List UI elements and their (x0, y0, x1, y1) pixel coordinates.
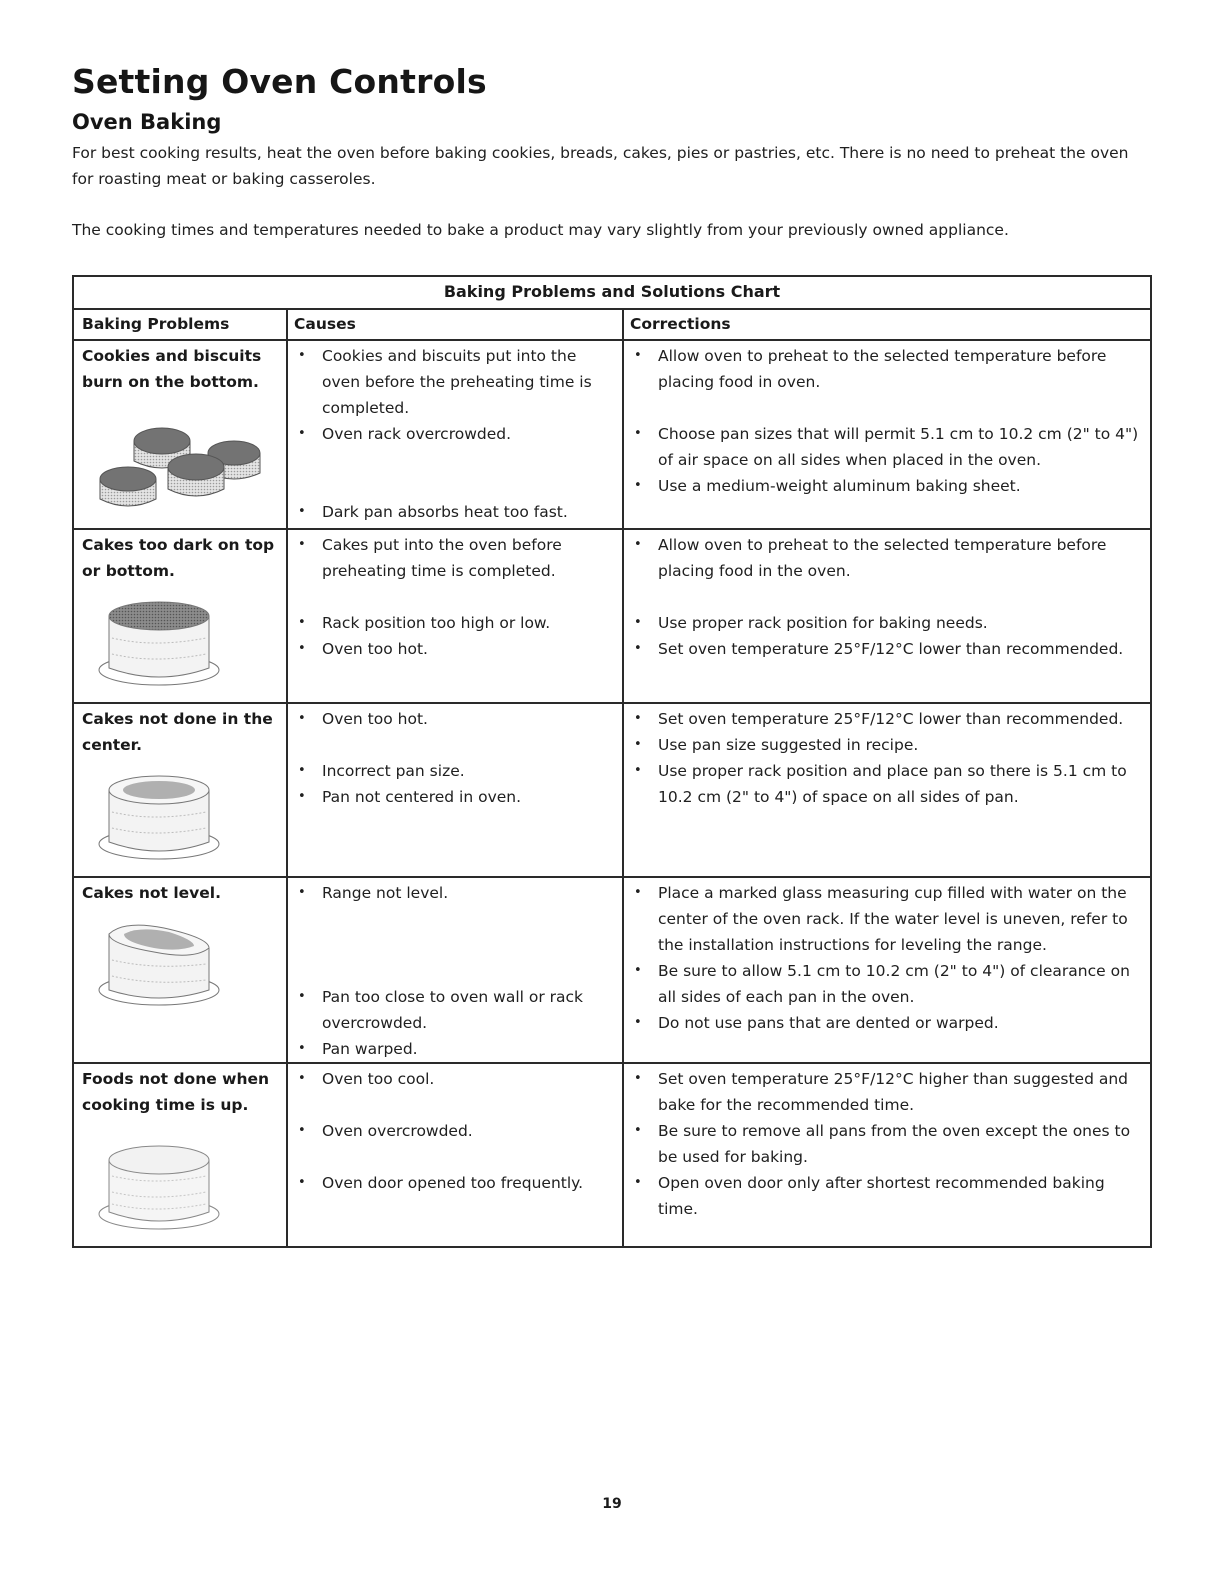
corrections-cell (624, 530, 1150, 702)
cause-item: • Pan too close to oven wall or rack overcrowded. (294, 984, 618, 1036)
correction-item: • Be sure to allow 5.1 cm to 10.2 cm (2" to 4") of clearance on all sides of each pan in the oven. (630, 958, 1144, 1010)
causes-cell (288, 704, 624, 876)
cause-item: • Cookies and biscuits put into the oven before the preheating time is completed. (294, 343, 618, 421)
intro-paragraph: For best cooking results, heat the oven before baking cookies, breads, cakes, pies or pastries, etc. There is no need to preheat the oven for roasting meat or baking casseroles. (72, 144, 1129, 188)
correction-item: • Use pan size suggested in recipe. (630, 732, 1144, 758)
table-row (74, 704, 1150, 878)
tilted-cake-icon (94, 920, 224, 1012)
problem-text: Cakes not level. (82, 884, 221, 902)
correction-item: • Use proper rack position and place pan so there is 5.1 cm to 10.2 cm (2" to 4") of space on all sides of pan. (630, 758, 1144, 810)
cause-item: • Cakes put into the oven before preheating time is completed. (294, 532, 618, 584)
causes-cell (288, 878, 624, 1062)
sunken-center-cake-icon (94, 772, 224, 864)
correction-item: • Set oven temperature 25°F/12°C lower than recommended. (630, 706, 1144, 732)
cause-item: • Oven rack overcrowded. (294, 421, 618, 447)
section-title: Oven Baking (72, 110, 222, 134)
problem-text: Cakes too dark on top or bottom. (82, 536, 275, 580)
cookies-icon (86, 413, 271, 518)
page-title: Setting Oven Controls (72, 62, 487, 101)
pale-cake-icon (94, 1142, 224, 1234)
cause-item: • Dark pan absorbs heat too fast. (294, 499, 618, 525)
cause-item: • Oven too hot. (294, 706, 618, 732)
correction-item: • Allow oven to preheat to the selected temperature before placing food in oven. (630, 343, 1144, 395)
cause-item: • Oven door opened too frequently. (294, 1170, 618, 1196)
correction-item: • Choose pan sizes that will permit 5.1 cm to 10.2 cm (2" to 4") of air space on all sides when placed in the oven. (630, 421, 1144, 473)
correction-item: • Open oven door only after shortest recommended baking time. (630, 1170, 1144, 1222)
table-row (74, 530, 1150, 704)
correction-item: • Allow oven to preheat to the selected temperature before placing food in the oven. (630, 532, 1144, 584)
table-row (74, 878, 1150, 1064)
causes-cell (288, 341, 624, 528)
cause-item: • Oven too cool. (294, 1066, 618, 1092)
problem-text: Cakes not done in the center. (82, 710, 273, 754)
correction-item: • Be sure to remove all pans from the oven except the ones to be used for baking. (630, 1118, 1144, 1170)
intro-paragraph-2: The cooking times and temperatures needed to bake a product may vary slightly from your previously owned appliance. (72, 221, 1009, 239)
header-corrections: Corrections (630, 315, 731, 333)
cause-item: • Rack position too high or low. (294, 610, 618, 636)
header-causes: Causes (288, 310, 624, 339)
table-row (74, 1064, 1150, 1246)
cause-item: • Pan not centered in oven. (294, 784, 618, 810)
correction-item: • Set oven temperature 25°F/12°C higher than suggested and bake for the recommended time. (630, 1066, 1144, 1118)
causes-cell (288, 530, 624, 702)
dark-top-cake-icon (94, 598, 224, 690)
correction-item: • Set oven temperature 25°F/12°C lower than recommended. (630, 636, 1144, 662)
cause-item: • Oven too hot. (294, 636, 618, 662)
cause-item: • Range not level. (294, 880, 618, 906)
corrections-cell (624, 341, 1150, 528)
cause-item: • Oven overcrowded. (294, 1118, 618, 1144)
corrections-cell (624, 704, 1150, 876)
cause-item: • Incorrect pan size. (294, 758, 618, 784)
problem-text: Cookies and biscuits burn on the bottom. (82, 347, 262, 391)
cause-item: • Pan warped. (294, 1036, 618, 1062)
correction-item: • Do not use pans that are dented or warped. (630, 1010, 1144, 1036)
problem-cell (74, 1064, 288, 1246)
problem-cell (74, 704, 288, 876)
problem-cell (74, 341, 288, 528)
header-baking-problems: Baking Problems (74, 310, 288, 339)
page-number: 19 (602, 1496, 622, 1512)
corrections-cell (624, 878, 1150, 1062)
causes-cell (288, 1064, 624, 1246)
chart-title: Baking Problems and Solutions Chart (74, 277, 1150, 310)
problem-cell (74, 878, 288, 1062)
correction-item: • Use proper rack position for baking needs. (630, 610, 1144, 636)
chart-header-row (74, 310, 1150, 341)
correction-item: • Place a marked glass measuring cup filled with water on the center of the oven rack. If the water level is uneven, refer to the installation instructions for leveling the range. (630, 880, 1144, 958)
table-row (74, 341, 1150, 530)
correction-item: • Use a medium-weight aluminum baking sheet. (630, 473, 1144, 499)
problem-text: Foods not done when cooking time is up. (82, 1070, 270, 1114)
problem-cell (74, 530, 288, 702)
baking-problems-chart (72, 275, 1152, 1248)
corrections-cell (624, 1064, 1150, 1246)
